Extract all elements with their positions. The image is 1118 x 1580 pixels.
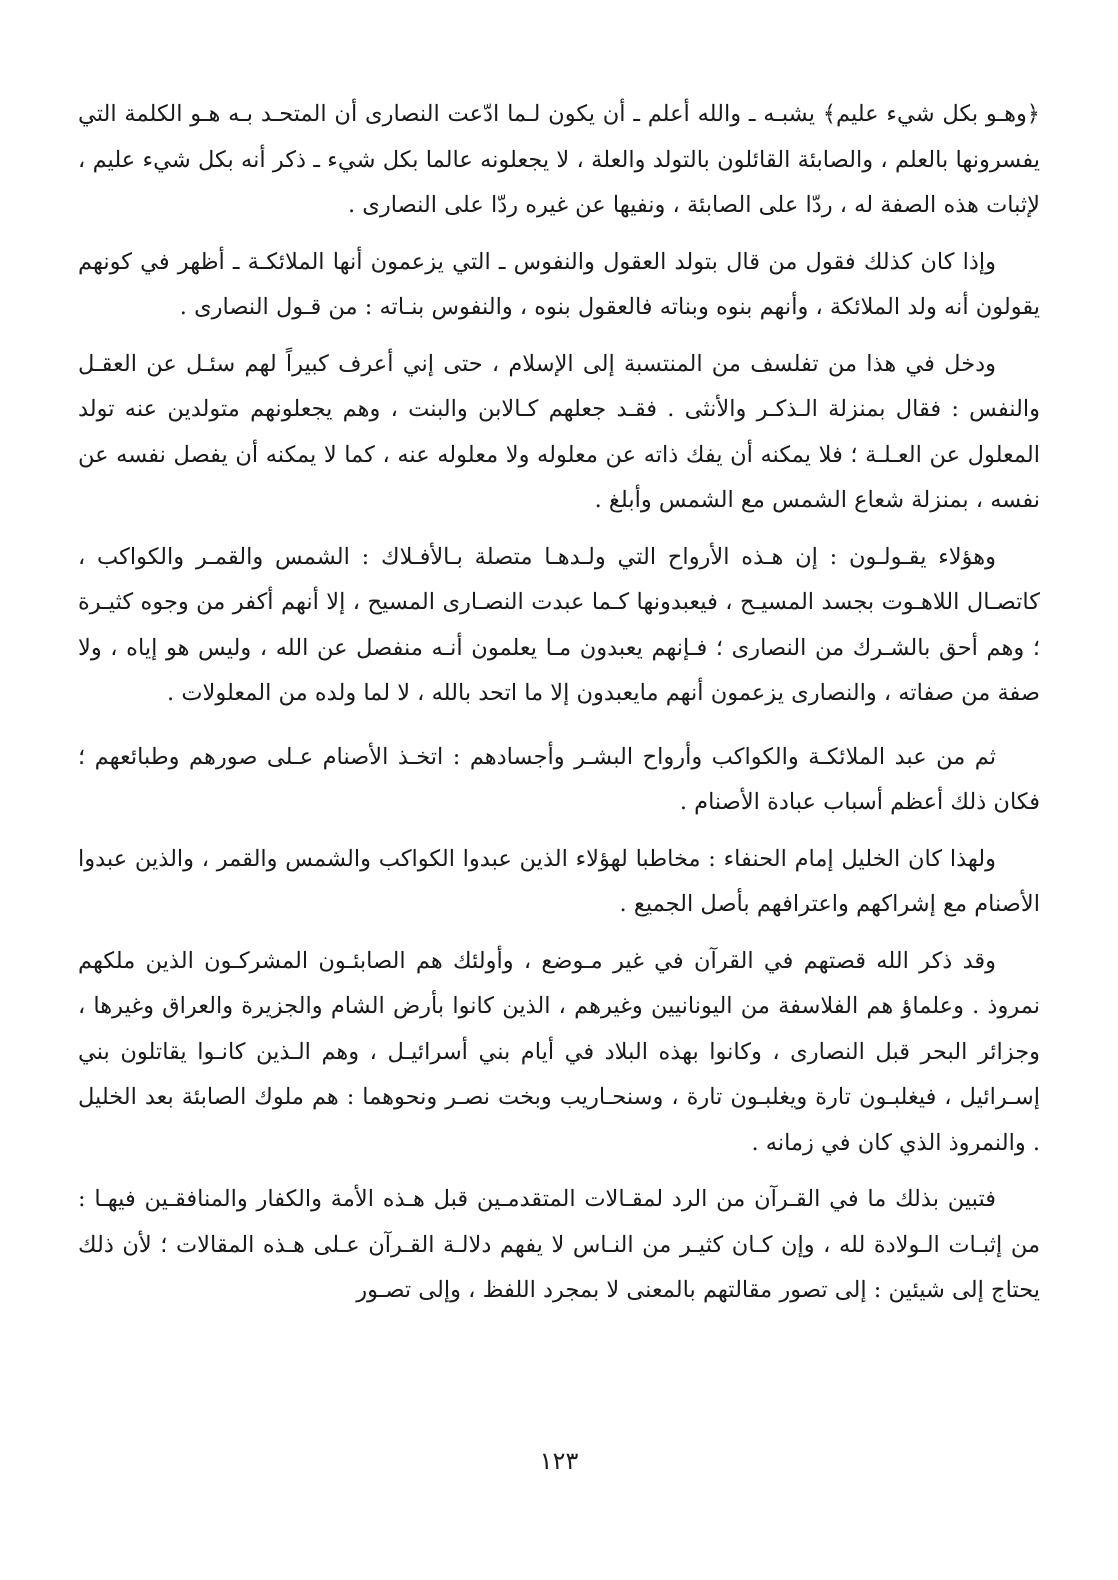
paragraph-gap <box>78 928 1040 939</box>
paragraph-gap <box>78 826 1040 837</box>
paragraph-1: ﴿وهـو بكل شيء عليم﴾ يشبـه ـ والله أعلم ـ أن يكون لـما ادّعت النصارى أن المتحـد بـه هـو الكلمة التي يفسرونها بالعلم ، والصابئة القائلون بالتولد والعلة ، لا يجعلونه عالما بكل شيء ـ ذكر أنه بكل شيء عليم ، لإثبات هذه الصفة له ، ردّا على الصابئة ، ونفيها عن غيره ردّا على النصارى . <box>78 101 1040 218</box>
paragraph-gap <box>78 1166 1040 1177</box>
paragraph-4: وهؤلاء يقـولـون : إن هـذه الأرواح التي ولـدهـا متصلة بـالأفـلاك : الشمس والقمـر والكواكب ، كاتصـال اللاهـوت بجسد المسيـح ، فيعبدونها كـما عبدت النصـارى المسيح ، إلا أنهم أكفر من وجوه كثيـرة ؛ وهم أحق بالشـرك من النصارى ؛ فـإنهم يعبدون مـا يعلمون أنـه منفصل عن الله ، وليس هو إياه ، ولا صفة من صفاته ، والنصارى يزعمون أنهم مايعبدون إلا ما اتحد بالله ، لا لما ولده من المعلولات . <box>78 543 1040 706</box>
paragraph-8: فتبين بذلك ما في القـرآن من الرد لمقـالات المتقدمـين قبل هـذه الأمة والكفار والمنافقـين فيهـا : من إثبـات الـولادة لله ، وإن كـان كثيـر من النـاس لا يفهم دلالـة القـرآن عـلى هـذه المقالات ؛ لأن ذلك يحتاج إلى شيئين : إلى تصور مقالتهم بالمعنى لا بمجرد اللفظ ، وإلى تصـور <box>78 1186 1040 1303</box>
page-body <box>78 92 1040 1572</box>
paragraph-3: ودخل في هذا من تفلسف من المنتسبة إلى الإسلام ، حتى إني أعرف كبيراً لهم سئـل عن العقـل والنفس : فقال بمنزلة الـذكـر والأنثى . فقـد جعلهم كـالابن والبنت ، وهم يجعلونهم متولدين عنه تولد المعلول عن العـلـة ؛ فلا يمكنه أن يفك ذاته عن معلوله ولا معلوله عنه ، كما لا يمكنه أن يفصل نفسه عن نفسه ، بمنزلة شعاع الشمس مع الشمس وأبلغ . <box>78 350 1040 513</box>
paragraph-gap <box>78 717 1040 735</box>
paragraph-2: وإذا كان كذلك فقول من قال بتولد العقول والنفوس ـ التي يزعمون أنها الملائكـة ـ أظهر في كونهم يقولون أنه ولد الملائكة ، وأنهم بنوه وبناته فالعقول بنوه ، والنفوس بنـاته : من قـول النصارى . <box>78 248 1040 320</box>
paragraph-6: ولهذا كان الخليل إمام الحنفاء : مخاطبا لهؤلاء الذين عبدوا الكواكب والشمس والقمر ، والذين عبدوا الأصنام مع إشراكهم واعترافهم بأصل الجميع . <box>78 845 1040 917</box>
page-number: ١٢٣ <box>539 1447 579 1475</box>
paragraph-7: وقد ذكر الله قصتهم في القرآن في غير مـوضع ، وأولئك هم الصابئـون المشركـون الذين ملكهم نمروذ . وعلماؤ هم الفلاسفة من اليونانيين وغيرهم ، الذين كانوا بأرض الشام والجزيرة والعراق وغيرها ، وجزائر البحر قبل النصارى ، وكانوا بهذه البلاد في أيام بني أسرائيـل ، وهم الـذين كانـوا يقاتلون بني إسـرائيل ، فيغلبـون تارة ويغلبـون تارة ، وسنحـاريب وبخت نصـر ونحوهما : هم ملوك الصابئة بعد الخليل . والنمروذ الذي كان في زمانه . <box>78 947 1040 1156</box>
paragraph-gap <box>78 229 1040 240</box>
paragraph-gap <box>78 331 1040 342</box>
paragraph-gap <box>78 524 1040 535</box>
paragraph-5: ثم من عبد الملائكـة والكواكب وأرواح البشـر وأجسادهم : اتخـذ الأصنام عـلى صورهم وطبائعهم ؛ فكان ذلك أعظم أسباب عبادة الأصنام . <box>78 743 1040 815</box>
